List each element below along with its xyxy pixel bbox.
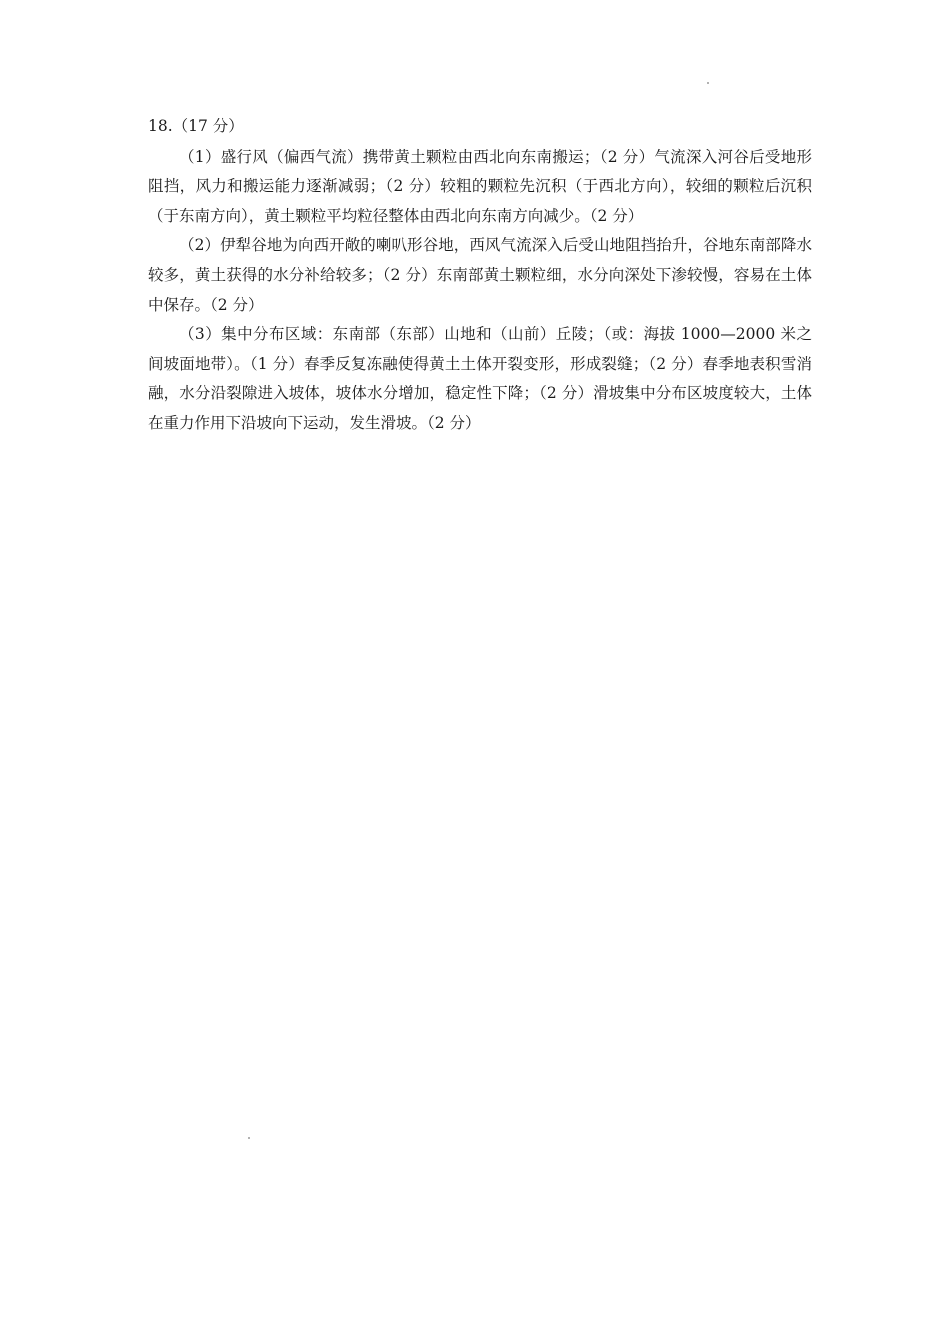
speck-mark xyxy=(707,82,709,84)
speck-mark xyxy=(248,1137,250,1139)
answer-part-3: （3）集中分布区域：东南部（东部）山地和（山前）丘陵；（或：海拔 1000—2000 米之间坡面地带）。（1 分）春季反复冻融使得黄土土体开裂变形，形成裂缝；（2 分）春季地表积雪消融，水分沿裂隙进入坡体，坡体水分增加，稳定性下降；（2 分）滑坡集中分布区坡度较大，土体在重力作用下沿坡向下运动，发生滑坡。（2 分） xyxy=(148,325,812,432)
question-heading: 18.（17 分） xyxy=(148,117,244,135)
answer-part-1: （1）盛行风（偏西气流）携带黄土颗粒由西北向东南搬运；（2 分）气流深入河谷后受地形阻挡，风力和搬运能力逐渐减弱；（2 分）较粗的颗粒先沉积（于西北方向），较细的颗粒后沉积（于东南方向），黄土颗粒平均粒径整体由西北向东南方向减少。（2 分） xyxy=(148,147,812,225)
answer-section xyxy=(148,112,812,439)
answer-part-2: （2）伊犁谷地为向西开敞的喇叭形谷地，西风气流深入后受山地阻挡抬升，谷地东南部降水较多，黄土获得的水分补给较多；（2 分）东南部黄土颗粒细，水分向深处下渗较慢，容易在土体中保存。（2 分） xyxy=(148,236,812,314)
